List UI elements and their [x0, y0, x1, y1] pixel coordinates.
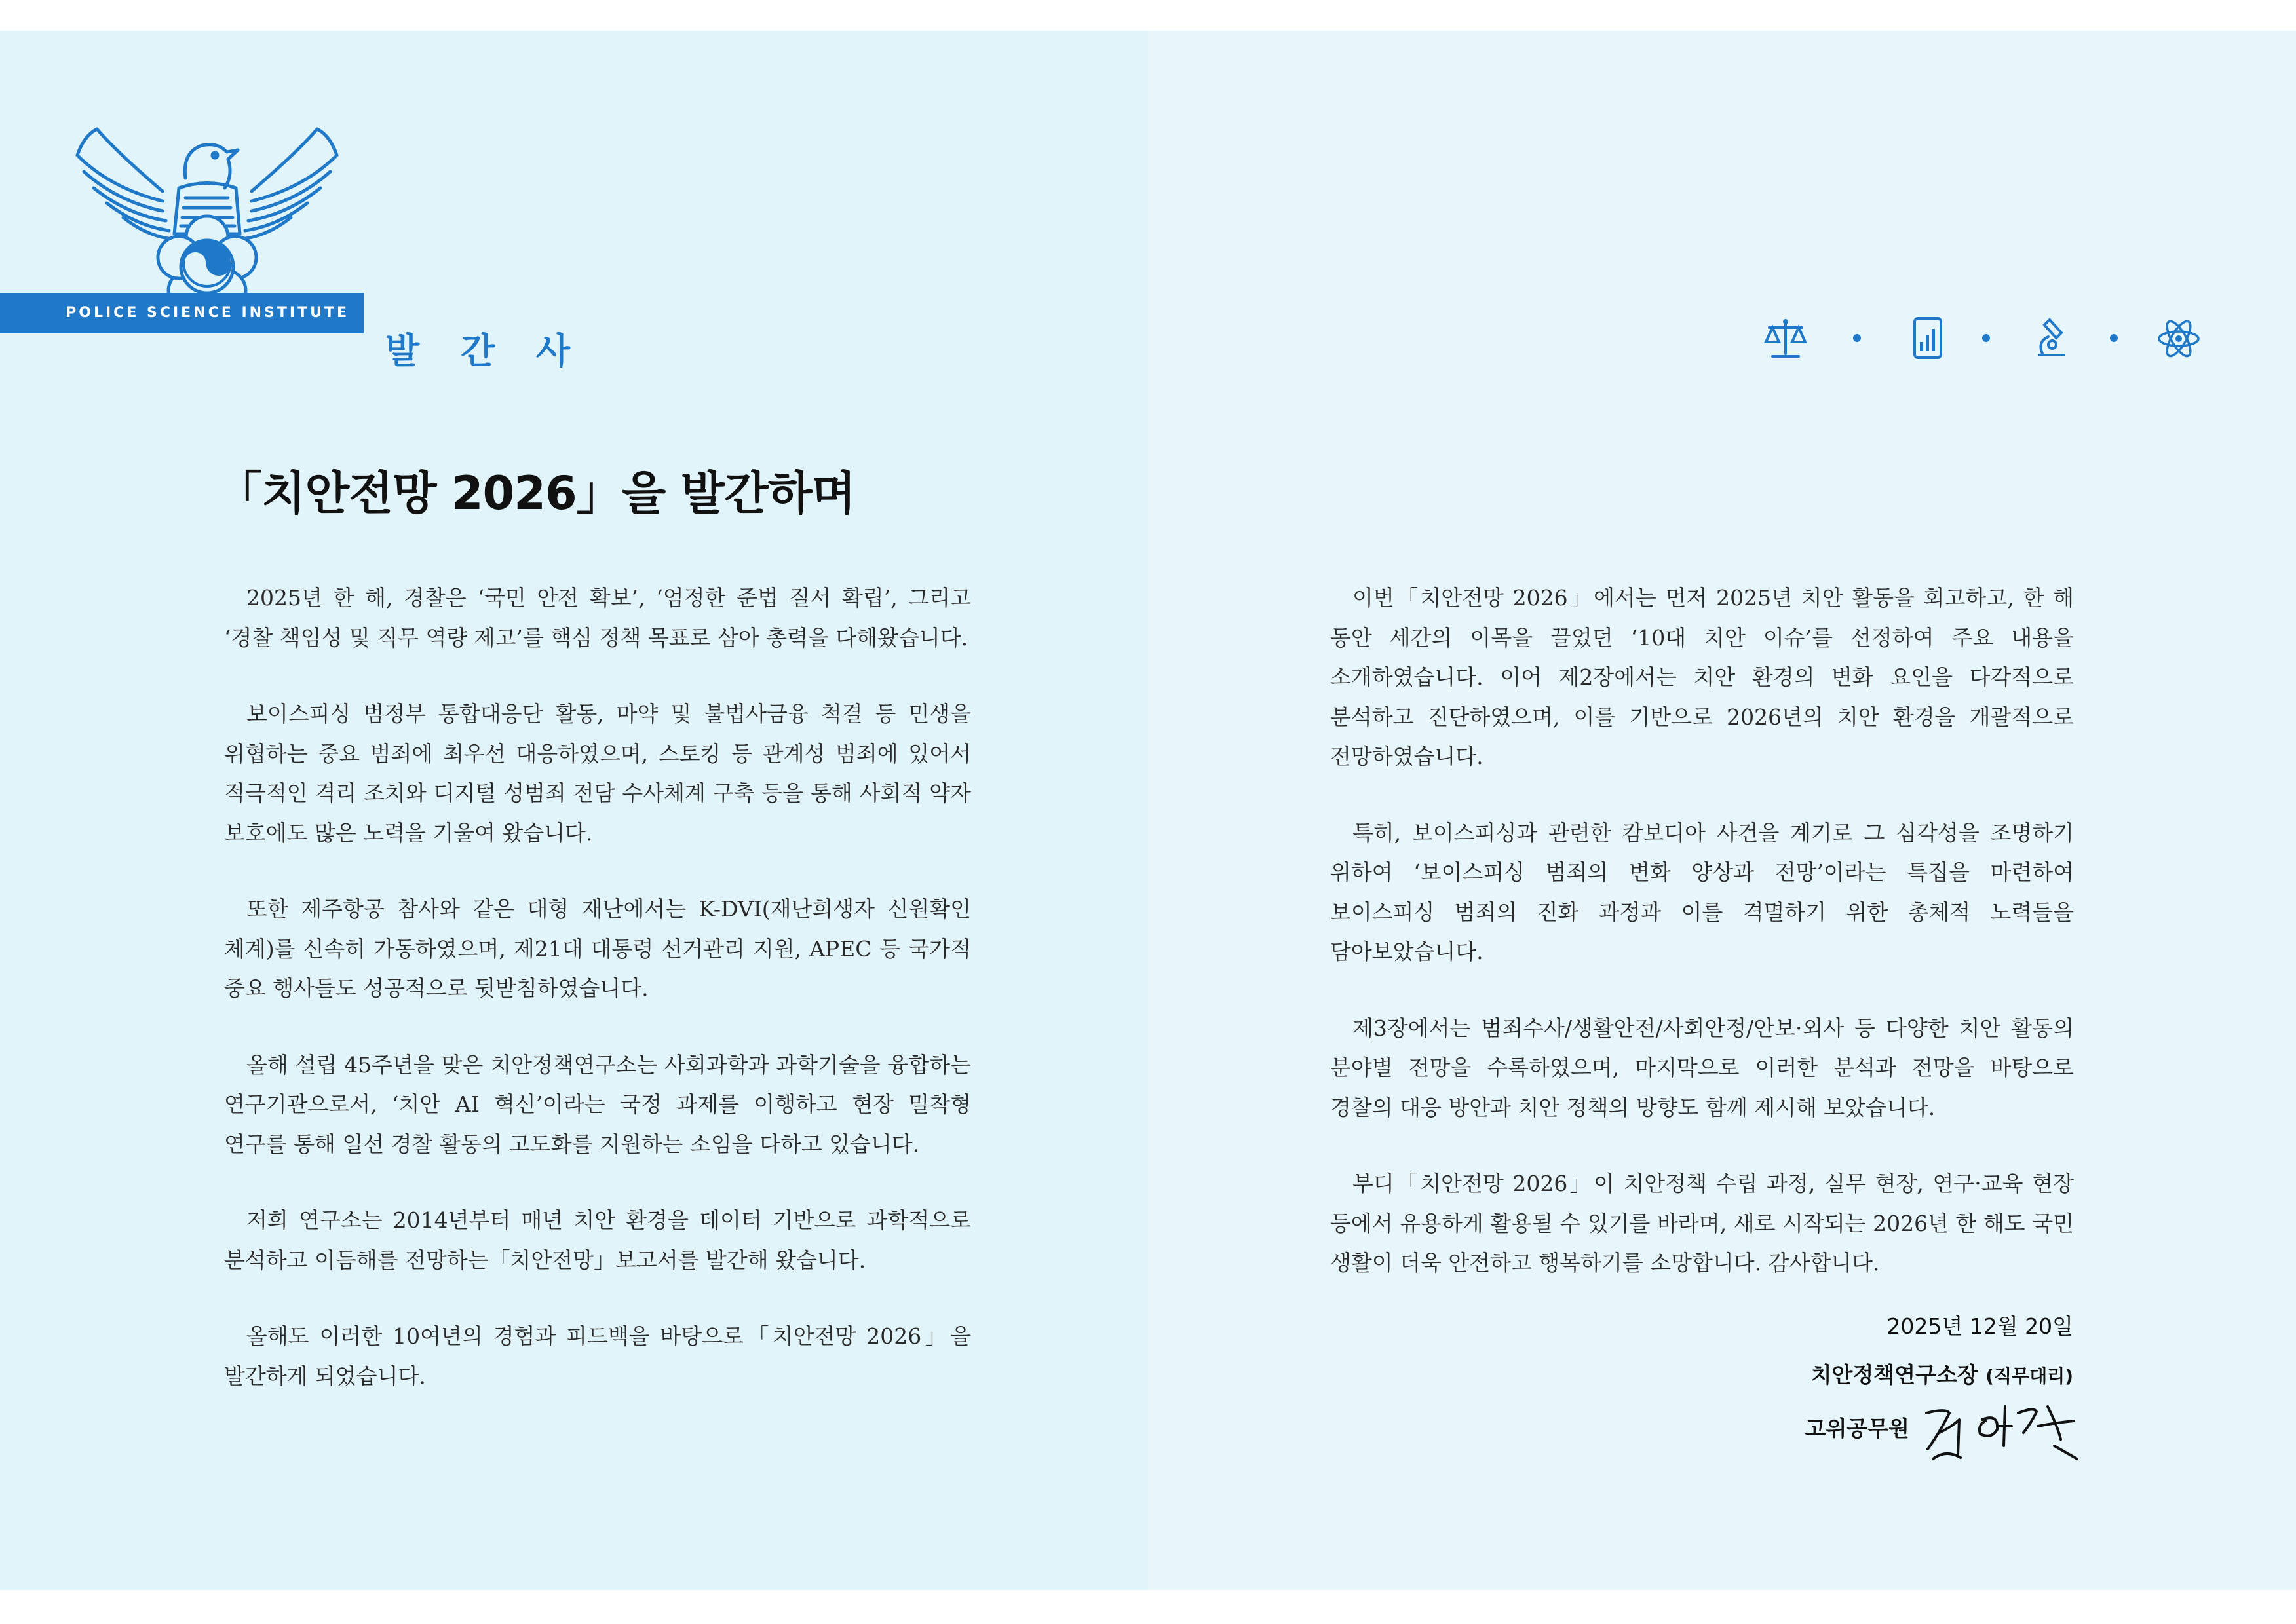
paragraph: 특히, 보이스피싱과 관련한 캄보디아 사건을 계기로 그 심각성을 조명하기 위하여 ‘보이스피싱 범죄의 변화 양상과 전망’이라는 특집을 마련하여 보이스피싱 범죄의 진화 과정과 이를 격멸하기 위한 총체적 노력들을 담아보았습니다. — [1330, 820, 2074, 964]
police-emblem-icon — [71, 116, 343, 323]
microscope-icon — [2030, 316, 2069, 362]
document-spread — [0, 31, 2296, 1590]
separator-dot — [2110, 334, 2118, 342]
paragraph: 또한 제주항공 참사와 같은 대형 재난에서는 K-DVI(재난희생자 신원확인 체계)를 신속히 가동하였으며, 제21대 대통령 선거관리 지원, APEC 등 국가적 중요 행사들도 성공적으로 뒷받침하였습니다. — [224, 896, 971, 1001]
left-column — [224, 578, 971, 1433]
header-icon-row — [1763, 316, 2202, 362]
section-label: 발 간 사 — [385, 330, 585, 371]
handwritten-signature — [1920, 1393, 2084, 1465]
paragraph: 2025년 한 해, 경찰은 ‘국민 안전 확보’, ‘엄정한 준법 질서 확립’, 그리고 ‘경찰 책임성 및 직무 역량 제고’를 핵심 정책 목표로 삼아 총력을 다해왔습니다. — [224, 585, 971, 651]
tablet-icon — [1912, 316, 1945, 362]
paragraph: 부디「치안전망 2026」이 치안정책 수립 과정, 실무 현장, 연구·교육 현장 등에서 유용하게 활용될 수 있기를 바라며, 새로 시작되는 2026년 한 해도 국민 생활이 더욱 안전하고 행복하기를 소망합니다. 감사합니다. — [1330, 1171, 2074, 1275]
separator-dot — [1982, 334, 1990, 342]
position-title: 치안정책연구소장 — [1810, 1362, 1978, 1388]
institute-banner: POLICE SCIENCE INSTITUTE — [0, 293, 364, 333]
scales-icon — [1763, 316, 1808, 362]
signatory-position — [1811, 1358, 2073, 1389]
separator-dot — [1853, 334, 1861, 342]
official-rank: 고위공무원 — [1805, 1416, 1909, 1441]
paragraph: 이번「치안전망 2026」에서는 먼저 2025년 치안 활동을 회고하고, 한 해 동안 세간의 이목을 끌었던 ‘10대 치안 이슈’를 선정하여 주요 내용을 소개하였습니다. 이어 제2장에서는 치안 환경의 변화 요인을 다각적으로 분석하고 진단하였으며, 이를 기반으로 2026년의 치안 환경을 개괄적으로 전망하였습니다. — [1330, 585, 2074, 769]
right-column — [1330, 578, 2074, 1320]
paragraph: 보이스피싱 범정부 통합대응단 활동, 마약 및 불법사금융 척결 등 민생을 위협하는 중요 범죄에 최우선 대응하였으며, 스토킹 등 관계성 범죄에 있어서 적극적인 격리 조치와 디지털 성범죄 전담 수사체계 구축 등을 통해 사회적 약자 보호에도 많은 노력을 기울여 왔습니다. — [224, 701, 971, 846]
paragraph: 제3장에서는 범죄수사/생활안전/사회안정/안보·외사 등 다양한 치안 활동의 분야별 전망을 수록하였으며, 마지막으로 이러한 분석과 전망을 바탕으로 경찰의 대응 방안과 치안 정책의 방향도 함께 제시해 보았습니다. — [1330, 1015, 2074, 1120]
publication-date: 2025년 12월 20일 — [1886, 1313, 2073, 1339]
paragraph: 올해 설립 45주년을 맞은 치안정책연구소는 사회과학과 과학기술을 융합하는 연구기관으로서, ‘치안 AI 혁신’이라는 국정 과제를 이행하고 현장 밀착형 연구를 통해 일선 경찰 활동의 고도화를 지원하는 소임을 다하고 있습니다. — [224, 1051, 971, 1157]
atom-icon — [2156, 316, 2202, 362]
paragraph: 저희 연구소는 2014년부터 매년 치안 환경을 데이터 기반으로 과학적으로 분석하고 이듬해를 전망하는「치안전망」보고서를 발간해 왔습니다. — [224, 1207, 971, 1273]
position-note: (직무대리) — [1985, 1365, 2073, 1387]
page-title: 「치안전망 2026」을 발간하며 — [216, 466, 856, 520]
left-page — [0, 31, 1148, 1590]
paragraph: 올해도 이러한 10여년의 경험과 피드백을 바탕으로「치안전망 2026」을 발간하게 되었습니다. — [224, 1323, 971, 1389]
